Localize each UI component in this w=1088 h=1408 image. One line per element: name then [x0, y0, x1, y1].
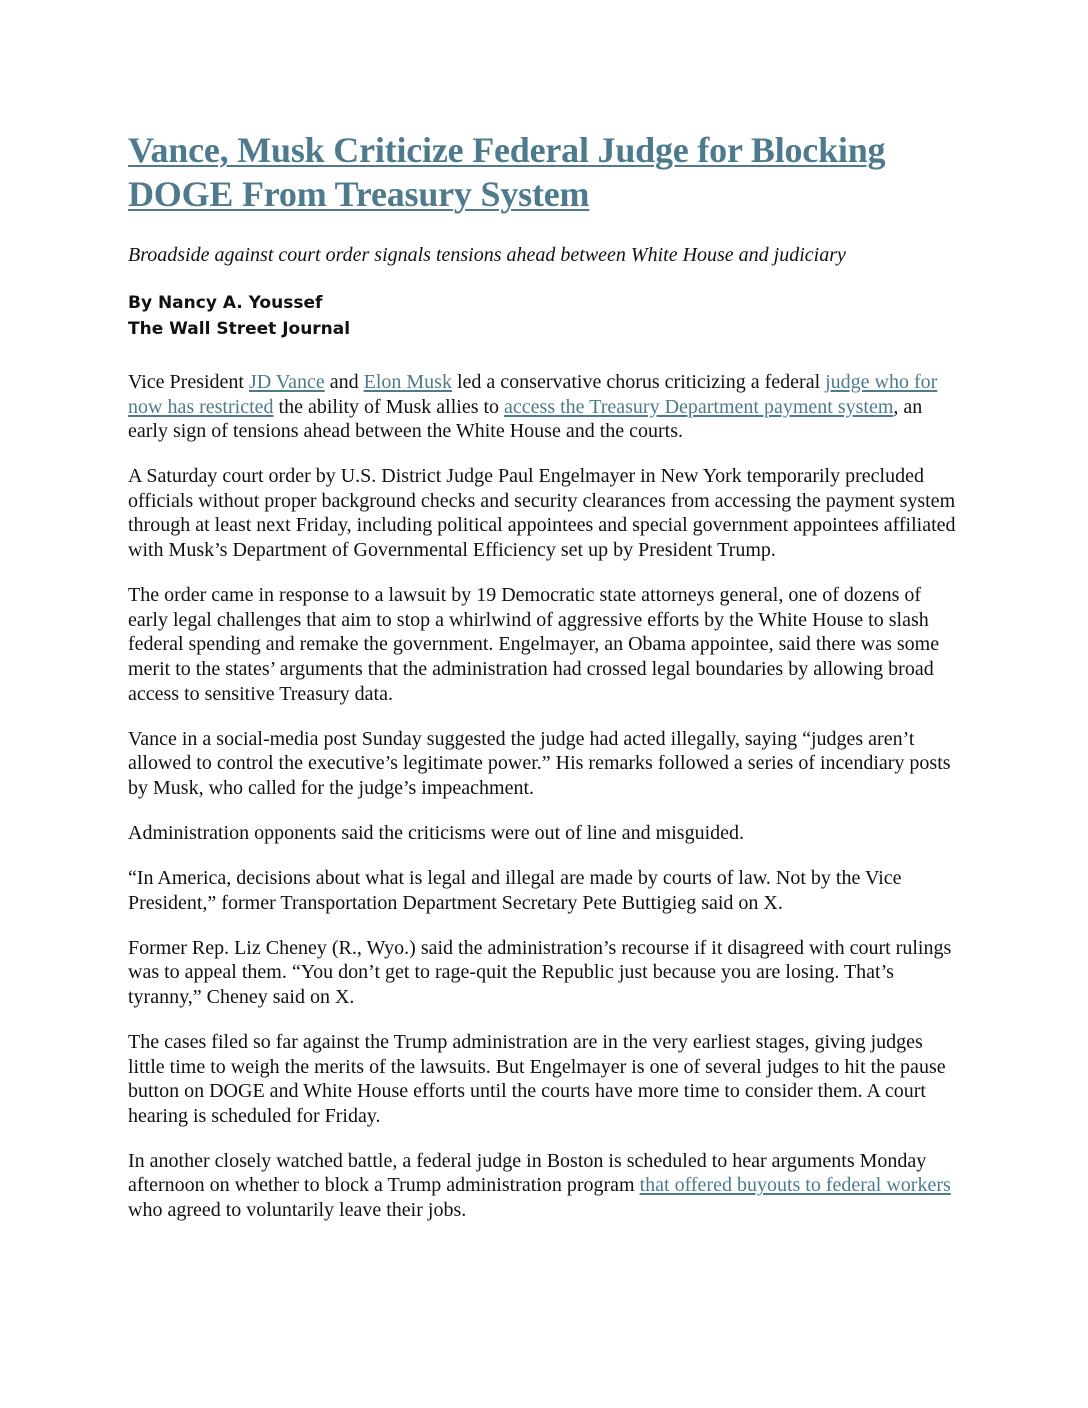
body-paragraph: [128, 583, 963, 706]
body-paragraph: [128, 1149, 963, 1223]
paragraph-text: , an early sign of tensions ahead between the White House and the courts.: [128, 395, 923, 443]
paragraph-text: led a conservative chorus criticizing a federal: [451, 371, 826, 393]
paragraph-text: Vance in a social-media post Sunday suggested the judge had acted illegally, saying “judges aren’t allowed to control the executive’s legitimate power.” His remarks followed a series of incendiary posts by Musk, who called for the judge’s impeachment.: [128, 727, 951, 799]
body-paragraph: [128, 727, 963, 801]
paragraph-text: Former Rep. Liz Cheney (R., Wyo.) said the administration’s recourse if it disagreed with court rulings was to appeal them. “You don’t get to rage-quit the Republic just because you are losing. That’s tyranny,” Cheney said on X.: [128, 936, 952, 1008]
inline-link[interactable]: access the Treasury Department payment system: [504, 395, 894, 418]
paragraph-text: The cases filed so far against the Trump administration are in the very earliest stages, giving judges little time to weigh the merits of the lawsuits. But Engelmayer is one of several judges to hit the pause button on DOGE and White House efforts until the courts have more time to consider them. A court hearing is scheduled for Friday.: [128, 1030, 946, 1127]
inline-link[interactable]: judge who for now has restricted: [128, 371, 938, 418]
inline-link[interactable]: Elon Musk: [363, 371, 452, 393]
paragraph-text: who agreed to voluntarily leave their jobs.: [128, 1199, 467, 1222]
paragraph-text: Vice President: [128, 371, 249, 393]
body-paragraph: [128, 821, 963, 846]
body-paragraph: [128, 370, 963, 444]
paragraph-text: The order came in response to a lawsuit by 19 Democratic state attorneys general, one of dozens of early legal challenges that aim to stop a whirlwind of aggressive efforts by the White House to slash federal spending and remake the government. Engelmayer, an Obama appointee, said there was some merit to the states’ arguments that the administration had crossed legal boundaries by allowing broad access to sensitive Treasury data.: [128, 584, 940, 705]
body-paragraph: [128, 1030, 963, 1128]
paragraph-text: A Saturday court order by U.S. District Judge Paul Engelmayer in New York temporarily precluded officials without proper background checks and security clearances from accessing the payment system through at least next Friday, including political appointees and special government appointees affiliated with Musk’s Department of Governmental Efficiency set up by President Trump.: [128, 465, 956, 562]
byline-author: By Nancy A. Youssef: [128, 293, 323, 313]
article-subhead: Broadside against court order signals tensions ahead between White House and judiciary: [128, 244, 846, 266]
paragraph-text: and: [324, 371, 364, 393]
body-paragraph: [128, 866, 963, 915]
byline-publication: The Wall Street Journal: [128, 319, 351, 339]
inline-link[interactable]: that offered buyouts to federal workers: [639, 1174, 951, 1197]
paragraph-text: the ability of Musk allies to: [273, 395, 505, 418]
inline-link[interactable]: JD Vance: [249, 371, 325, 393]
body-paragraph: [128, 464, 963, 562]
article-body: [128, 370, 963, 1223]
paragraph-text: Administration opponents said the criticisms were out of line and misguided.: [128, 821, 745, 844]
paragraph-text: In another closely watched battle, a federal judge in Boston is scheduled to hear arguments Monday afternoon on whether to block a Trump administration program: [128, 1149, 927, 1197]
body-paragraph: [128, 936, 963, 1010]
byline: [128, 290, 963, 342]
article-headline[interactable]: Vance, Musk Criticize Federal Judge for Blocking DOGE From Treasury System: [128, 130, 886, 214]
paragraph-text: “In America, decisions about what is legal and illegal are made by courts of law. Not by the Vice President,” former Transportation Department Secretary Pete Buttigieg said on X.: [128, 867, 902, 914]
article-page: [128, 128, 963, 1243]
